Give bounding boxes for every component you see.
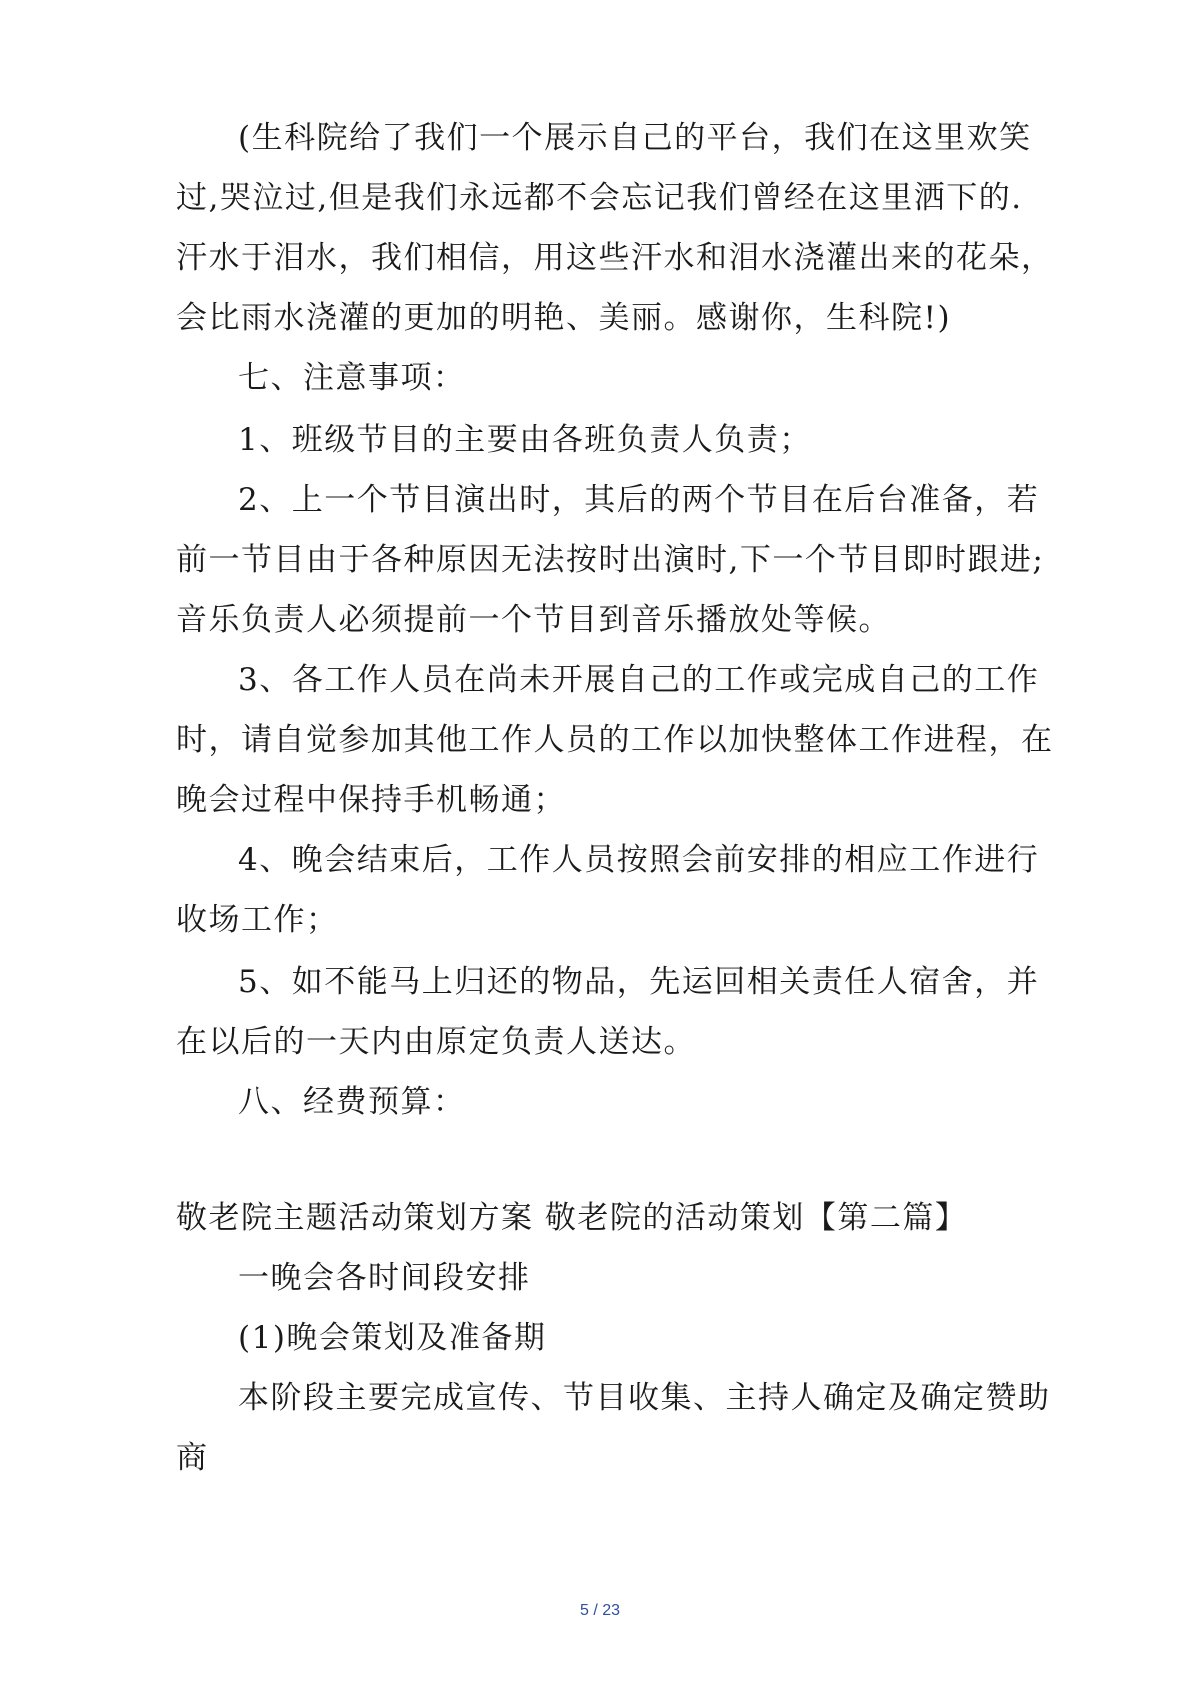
paragraph-line: 过,哭泣过,但是我们永远都不会忘记我们曾经在这里洒下的. — [176, 180, 1023, 216]
paragraph-line: 本阶段主要完成宣传、节目收集、主持人确定及确定赞助 — [238, 1380, 1051, 1416]
paragraph-line: 时，请自觉参加其他工作人员的工作以加快整体工作进程，在 — [176, 722, 1054, 758]
paragraph-line: 商 — [176, 1440, 209, 1476]
list-item: 5、如不能马上归还的物品，先运回相关责任人宿舍，并 — [238, 964, 1040, 1000]
paragraph-line: 在以后的一天内由原定负责人送达。 — [176, 1024, 696, 1060]
paragraph-line: 音乐负责人必须提前一个节目到音乐播放处等候。 — [176, 602, 891, 638]
paragraph-line: 收场工作； — [176, 902, 339, 938]
list-item: 4、晚会结束后，工作人员按照会前安排的相应工作进行 — [238, 842, 1040, 878]
section-heading: 七、注意事项： — [238, 360, 466, 396]
paragraph-line: 前一节目由于各种原因无法按时出演时,下一个节目即时跟进; — [176, 542, 1045, 578]
list-item: 2、上一个节目演出时，其后的两个节目在后台准备，若 — [238, 482, 1040, 518]
subsection-heading: (1)晚会策划及准备期 — [238, 1320, 547, 1356]
section-heading: 八、经费预算： — [238, 1084, 466, 1120]
paragraph-line: 晚会过程中保持手机畅通； — [176, 782, 566, 818]
page-number: 5 / 23 — [579, 1602, 621, 1619]
list-item: 3、各工作人员在尚未开展自己的工作或完成自己的工作 — [238, 662, 1040, 698]
paragraph-line: 汗水于泪水，我们相信，用这些汗水和泪水浇灌出来的花朵， — [176, 240, 1054, 276]
document-title: 敬老院主题活动策划方案 敬老院的活动策划【第二篇】 — [176, 1200, 968, 1236]
list-item: 1、班级节目的主要由各班负责人负责； — [238, 422, 812, 458]
paragraph-line: 会比雨水浇灌的更加的明艳、美丽。感谢你，生科院!) — [176, 300, 952, 336]
paragraph-line: (生科院给了我们一个展示自己的平台，我们在这里欢笑 — [238, 120, 1032, 156]
section-heading: 一晚会各时间段安排 — [238, 1260, 531, 1296]
